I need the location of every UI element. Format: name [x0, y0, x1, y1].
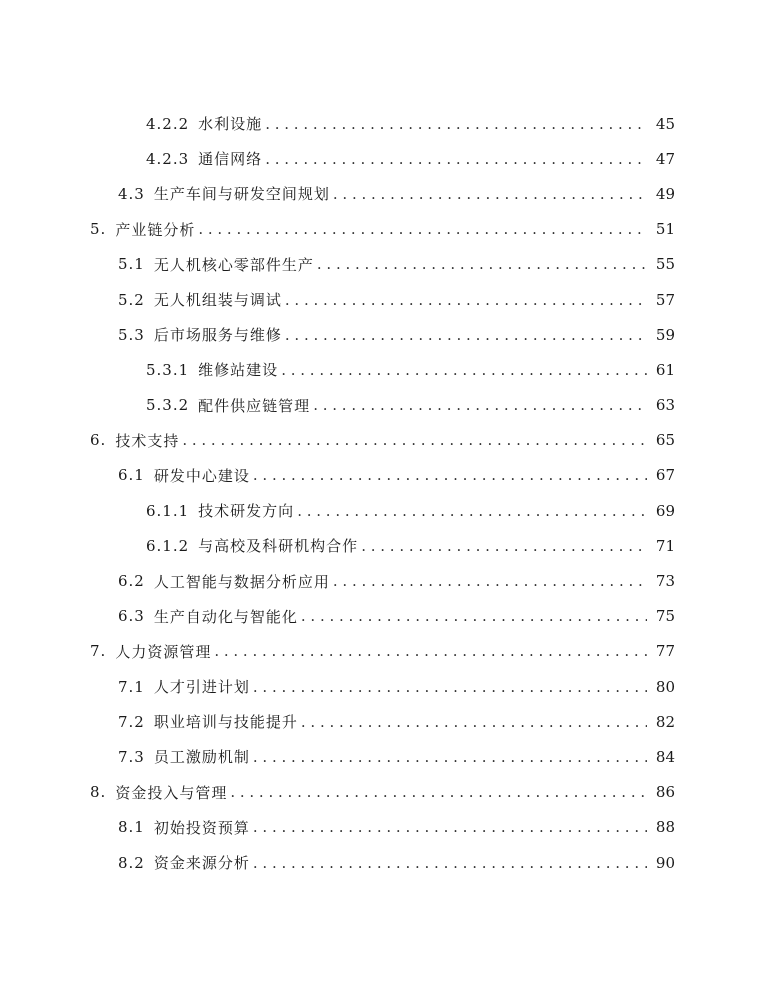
toc-entry-title: 技术研发方向 — [198, 502, 295, 521]
toc-entry[interactable] — [0, 704, 765, 739]
toc-entry[interactable] — [0, 458, 765, 493]
toc-entry-title: 资金来源分析 — [153, 854, 250, 873]
toc-entry[interactable] — [0, 599, 765, 634]
toc-entry-number: 5.3.2 — [146, 396, 190, 415]
toc-entry-number: 5. — [90, 220, 107, 239]
toc-dot-leader — [297, 502, 647, 520]
toc-dot-leader — [317, 255, 647, 273]
toc-entry-title: 后市场服务与维修 — [153, 326, 282, 345]
toc-entry-number: 6.2 — [118, 572, 145, 591]
toc-dot-leader — [182, 431, 647, 449]
toc-entry-title: 初始投资预算 — [153, 818, 250, 837]
toc-entry-page-number: 69 — [655, 501, 675, 520]
toc-entry-number: 7. — [90, 642, 107, 661]
toc-entry-title: 研发中心建设 — [153, 466, 250, 485]
toc-entry-title: 人力资源管理 — [115, 642, 212, 661]
toc-entry-number: 5.1 — [118, 255, 145, 274]
toc-entry-page-number: 88 — [655, 818, 675, 837]
toc-dot-leader — [333, 572, 647, 590]
toc-dot-leader — [253, 748, 647, 766]
toc-entry-number: 6. — [90, 431, 107, 450]
toc-entry-number: 5.2 — [118, 290, 145, 309]
toc-dot-leader — [265, 115, 647, 133]
toc-entry[interactable] — [0, 388, 765, 423]
toc-dot-leader — [333, 185, 647, 203]
toc-dot-leader — [285, 291, 647, 309]
toc-entry-number: 8.2 — [118, 853, 145, 872]
toc-entry[interactable] — [0, 423, 765, 458]
toc-entry-page-number: 61 — [655, 360, 675, 379]
toc-dot-leader — [361, 537, 647, 555]
toc-entry-page-number: 77 — [655, 642, 675, 661]
toc-dot-leader — [301, 713, 647, 731]
toc-entry[interactable] — [0, 528, 765, 563]
toc-entry-title: 生产自动化与智能化 — [153, 607, 298, 626]
toc-entry-title: 与高校及科研机构合作 — [198, 537, 359, 556]
toc-entry-page-number: 63 — [655, 396, 675, 415]
toc-entry-title: 产业链分析 — [115, 220, 196, 239]
toc-entry-page-number: 82 — [655, 712, 675, 731]
toc-entry-number: 5.3.1 — [146, 360, 190, 379]
toc-entry[interactable] — [0, 282, 765, 317]
toc-entry-number: 6.1 — [118, 466, 145, 485]
toc-entry-title: 员工激励机制 — [153, 748, 250, 767]
toc-dot-leader — [265, 150, 647, 168]
toc-entry-title: 配件供应链管理 — [198, 396, 311, 415]
toc-entry-page-number: 59 — [655, 325, 675, 344]
toc-dot-leader — [253, 678, 647, 696]
toc-entry-page-number: 57 — [655, 290, 675, 309]
toc-entry-title: 技术支持 — [115, 431, 180, 450]
toc-entry-title: 人工智能与数据分析应用 — [153, 572, 330, 591]
toc-dot-leader — [301, 607, 647, 625]
toc-entry-page-number: 73 — [655, 572, 675, 591]
toc-entry-title: 无人机核心零部件生产 — [153, 255, 314, 274]
toc-entry-title: 维修站建设 — [198, 361, 279, 380]
toc-entry[interactable] — [0, 775, 765, 810]
toc-dot-leader — [230, 783, 647, 801]
toc-entry-title: 无人机组装与调试 — [153, 291, 282, 310]
toc-entry-page-number: 49 — [655, 184, 675, 203]
toc-entry-number: 6.1.1 — [146, 501, 190, 520]
toc-entry-page-number: 84 — [655, 747, 675, 766]
toc-entry-number: 6.3 — [118, 607, 145, 626]
toc-entry-number: 4.3 — [118, 184, 145, 203]
toc-entry-page-number: 71 — [655, 536, 675, 555]
toc-entry-number: 7.2 — [118, 712, 145, 731]
toc-entry-number: 6.1.2 — [146, 536, 190, 555]
toc-entry-title: 水利设施 — [198, 115, 263, 134]
toc-entry-number: 7.1 — [118, 677, 145, 696]
toc-entry[interactable] — [0, 176, 765, 211]
toc-dot-leader — [253, 818, 647, 836]
toc-entry[interactable] — [0, 634, 765, 669]
toc-entry-number: 8. — [90, 783, 107, 802]
toc-dot-leader — [214, 642, 647, 660]
toc-entry-page-number: 75 — [655, 607, 675, 626]
toc-entry-title: 人才引进计划 — [153, 678, 250, 697]
toc-dot-leader — [253, 854, 647, 872]
toc-entry[interactable] — [0, 493, 765, 528]
toc-entry-page-number: 45 — [655, 114, 675, 133]
toc-entry-page-number: 55 — [655, 255, 675, 274]
toc-entry-page-number: 65 — [655, 431, 675, 450]
toc-entry-page-number: 86 — [655, 783, 675, 802]
toc-dot-leader — [285, 326, 647, 344]
toc-entry[interactable] — [0, 669, 765, 704]
toc-dot-leader — [281, 361, 647, 379]
toc-entry-number: 4.2.2 — [146, 114, 190, 133]
toc-entry-title: 资金投入与管理 — [115, 783, 228, 802]
toc-entry-title: 生产车间与研发空间规划 — [153, 185, 330, 204]
toc-entry-page-number: 80 — [655, 677, 675, 696]
toc-entry[interactable] — [0, 810, 765, 845]
toc-entry[interactable] — [0, 106, 765, 141]
toc-entry-number: 8.1 — [118, 818, 145, 837]
toc-entry[interactable] — [0, 212, 765, 247]
toc-entry[interactable] — [0, 739, 765, 774]
toc-entry-title: 通信网络 — [198, 150, 263, 169]
toc-entry-number: 4.2.3 — [146, 149, 190, 168]
toc-entry-page-number: 90 — [655, 853, 675, 872]
toc-dot-leader — [198, 220, 647, 238]
toc-entry[interactable] — [0, 352, 765, 387]
toc-entry[interactable] — [0, 845, 765, 880]
toc-entry-number: 7.3 — [118, 747, 145, 766]
toc-entry-page-number: 51 — [655, 220, 675, 239]
toc-entry-page-number: 67 — [655, 466, 675, 485]
toc-entry-title: 职业培训与技能提升 — [153, 713, 298, 732]
toc-dot-leader — [253, 466, 647, 484]
toc-entry[interactable] — [0, 317, 765, 352]
table-of-contents — [0, 106, 765, 880]
toc-entry[interactable] — [0, 141, 765, 176]
toc-entry[interactable] — [0, 563, 765, 598]
toc-entry-number: 5.3 — [118, 325, 145, 344]
toc-dot-leader — [313, 396, 647, 414]
toc-entry-page-number: 47 — [655, 149, 675, 168]
toc-entry[interactable] — [0, 247, 765, 282]
